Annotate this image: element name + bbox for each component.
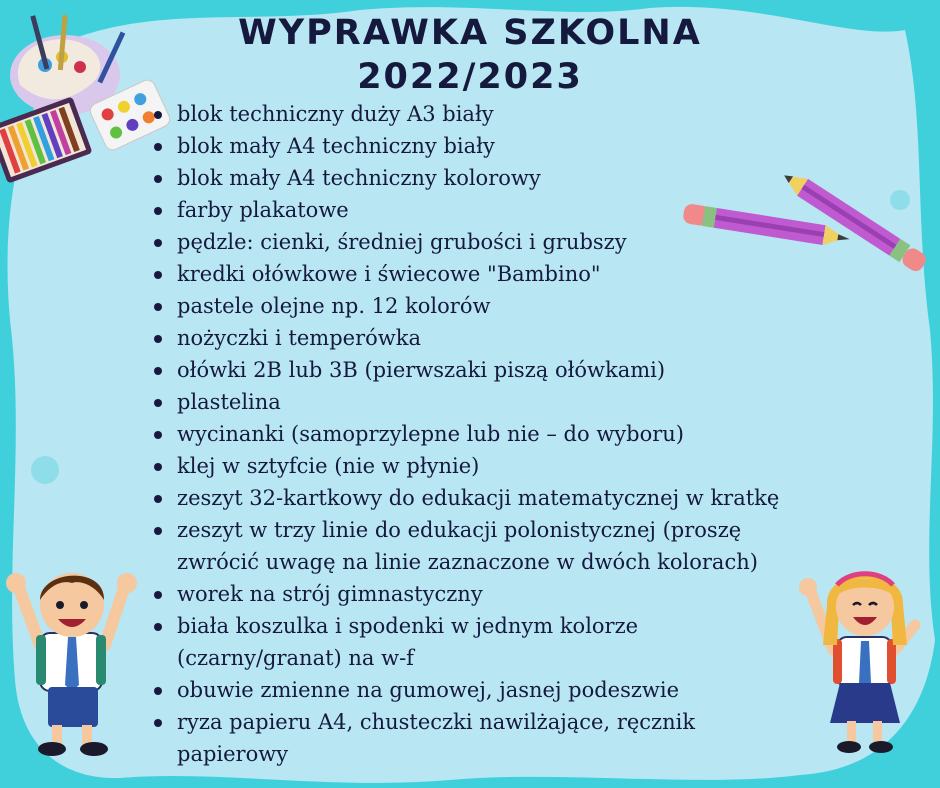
boy-illustration — [0, 555, 145, 765]
list-item-text: ryza papieru A4, chusteczki nawilżające, ręcznik — [177, 710, 696, 734]
bullet-icon — [154, 207, 162, 215]
bullet-icon — [154, 463, 162, 471]
list-item-text: worek na strój gimnastyczny — [177, 582, 483, 606]
list-item-text: pastele olejne np. 12 kolorów — [177, 294, 491, 318]
bullet-icon — [154, 399, 162, 407]
list-item-text: biała koszulka i spodenki w jednym kolorze — [177, 614, 639, 638]
list-item-text: farby plakatowe — [177, 198, 349, 222]
bullet-icon — [154, 687, 162, 695]
list-item — [150, 98, 840, 130]
list-item-text: plastelina — [177, 390, 281, 414]
bullet-icon — [154, 111, 162, 119]
bullet-icon — [154, 175, 162, 183]
bullet-icon — [154, 271, 162, 279]
list-item-text: wycinanki (samoprzylepne lub nie – do wyboru) — [177, 422, 684, 446]
list-item-text: blok mały A4 techniczny biały — [177, 134, 495, 158]
list-item — [150, 674, 840, 706]
list-item-text: nożyczki i temperówka — [177, 326, 421, 350]
list-item-text-continued: papierowy — [177, 742, 289, 766]
bullet-icon — [154, 431, 162, 439]
list-item — [150, 578, 840, 610]
list-item-text: obuwie zmienne na gumowej, jasnej podeszwie — [177, 678, 680, 702]
list-item-text: blok mały A4 techniczny kolorowy — [177, 166, 541, 190]
list-item-text-continued: (czarny/granat) na w-f — [177, 646, 414, 670]
list-item — [150, 514, 840, 578]
list-item-text: blok techniczny duży A3 biały — [177, 102, 494, 126]
list-item — [150, 418, 840, 450]
list-item-text: kredki ołówkowe i świecowe "Bambino" — [177, 262, 601, 286]
list-item-text-continued: zwrócić uwagę na linie zaznaczone w dwóch kolorach) — [177, 550, 758, 574]
page-title: WYPRAWKA SZKOLNA — [238, 13, 702, 53]
page-subtitle-year: 2022/2023 — [357, 57, 583, 97]
list-item-text: zeszyt w trzy linie do edukacji polonistycznej (proszę — [177, 518, 742, 542]
list-item — [150, 130, 840, 162]
list-item — [150, 386, 840, 418]
list-item-text: ołówki 2B lub 3B (pierwszaki piszą ołówkami) — [177, 358, 666, 382]
list-item — [150, 610, 840, 674]
list-item — [150, 450, 840, 482]
list-item — [150, 706, 840, 770]
bullet-icon — [154, 335, 162, 343]
list-item — [150, 290, 840, 322]
bullet-icon — [154, 143, 162, 151]
list-item-text: pędzle: cienki, średniej grubości i grubszy — [177, 230, 627, 254]
list-item-text: zeszyt 32-kartkowy do edukacji matematycznej w kratkę — [177, 486, 780, 510]
bullet-icon — [154, 719, 162, 727]
list-item-text: klej w sztyfcie (nie w płynie) — [177, 454, 480, 478]
supplies-list — [150, 98, 840, 770]
bullet-icon — [154, 623, 162, 631]
list-item — [150, 354, 840, 386]
list-item — [150, 194, 840, 226]
list-item — [150, 226, 840, 258]
list-item — [150, 258, 840, 290]
bullet-icon — [154, 367, 162, 375]
list-item — [150, 482, 840, 514]
bullet-icon — [154, 495, 162, 503]
list-item — [150, 162, 840, 194]
art-supplies-icon — [0, 15, 175, 190]
bullet-icon — [154, 239, 162, 247]
bullet-icon — [154, 527, 162, 535]
bullet-icon — [154, 591, 162, 599]
bullet-icon — [154, 303, 162, 311]
list-item — [150, 322, 840, 354]
